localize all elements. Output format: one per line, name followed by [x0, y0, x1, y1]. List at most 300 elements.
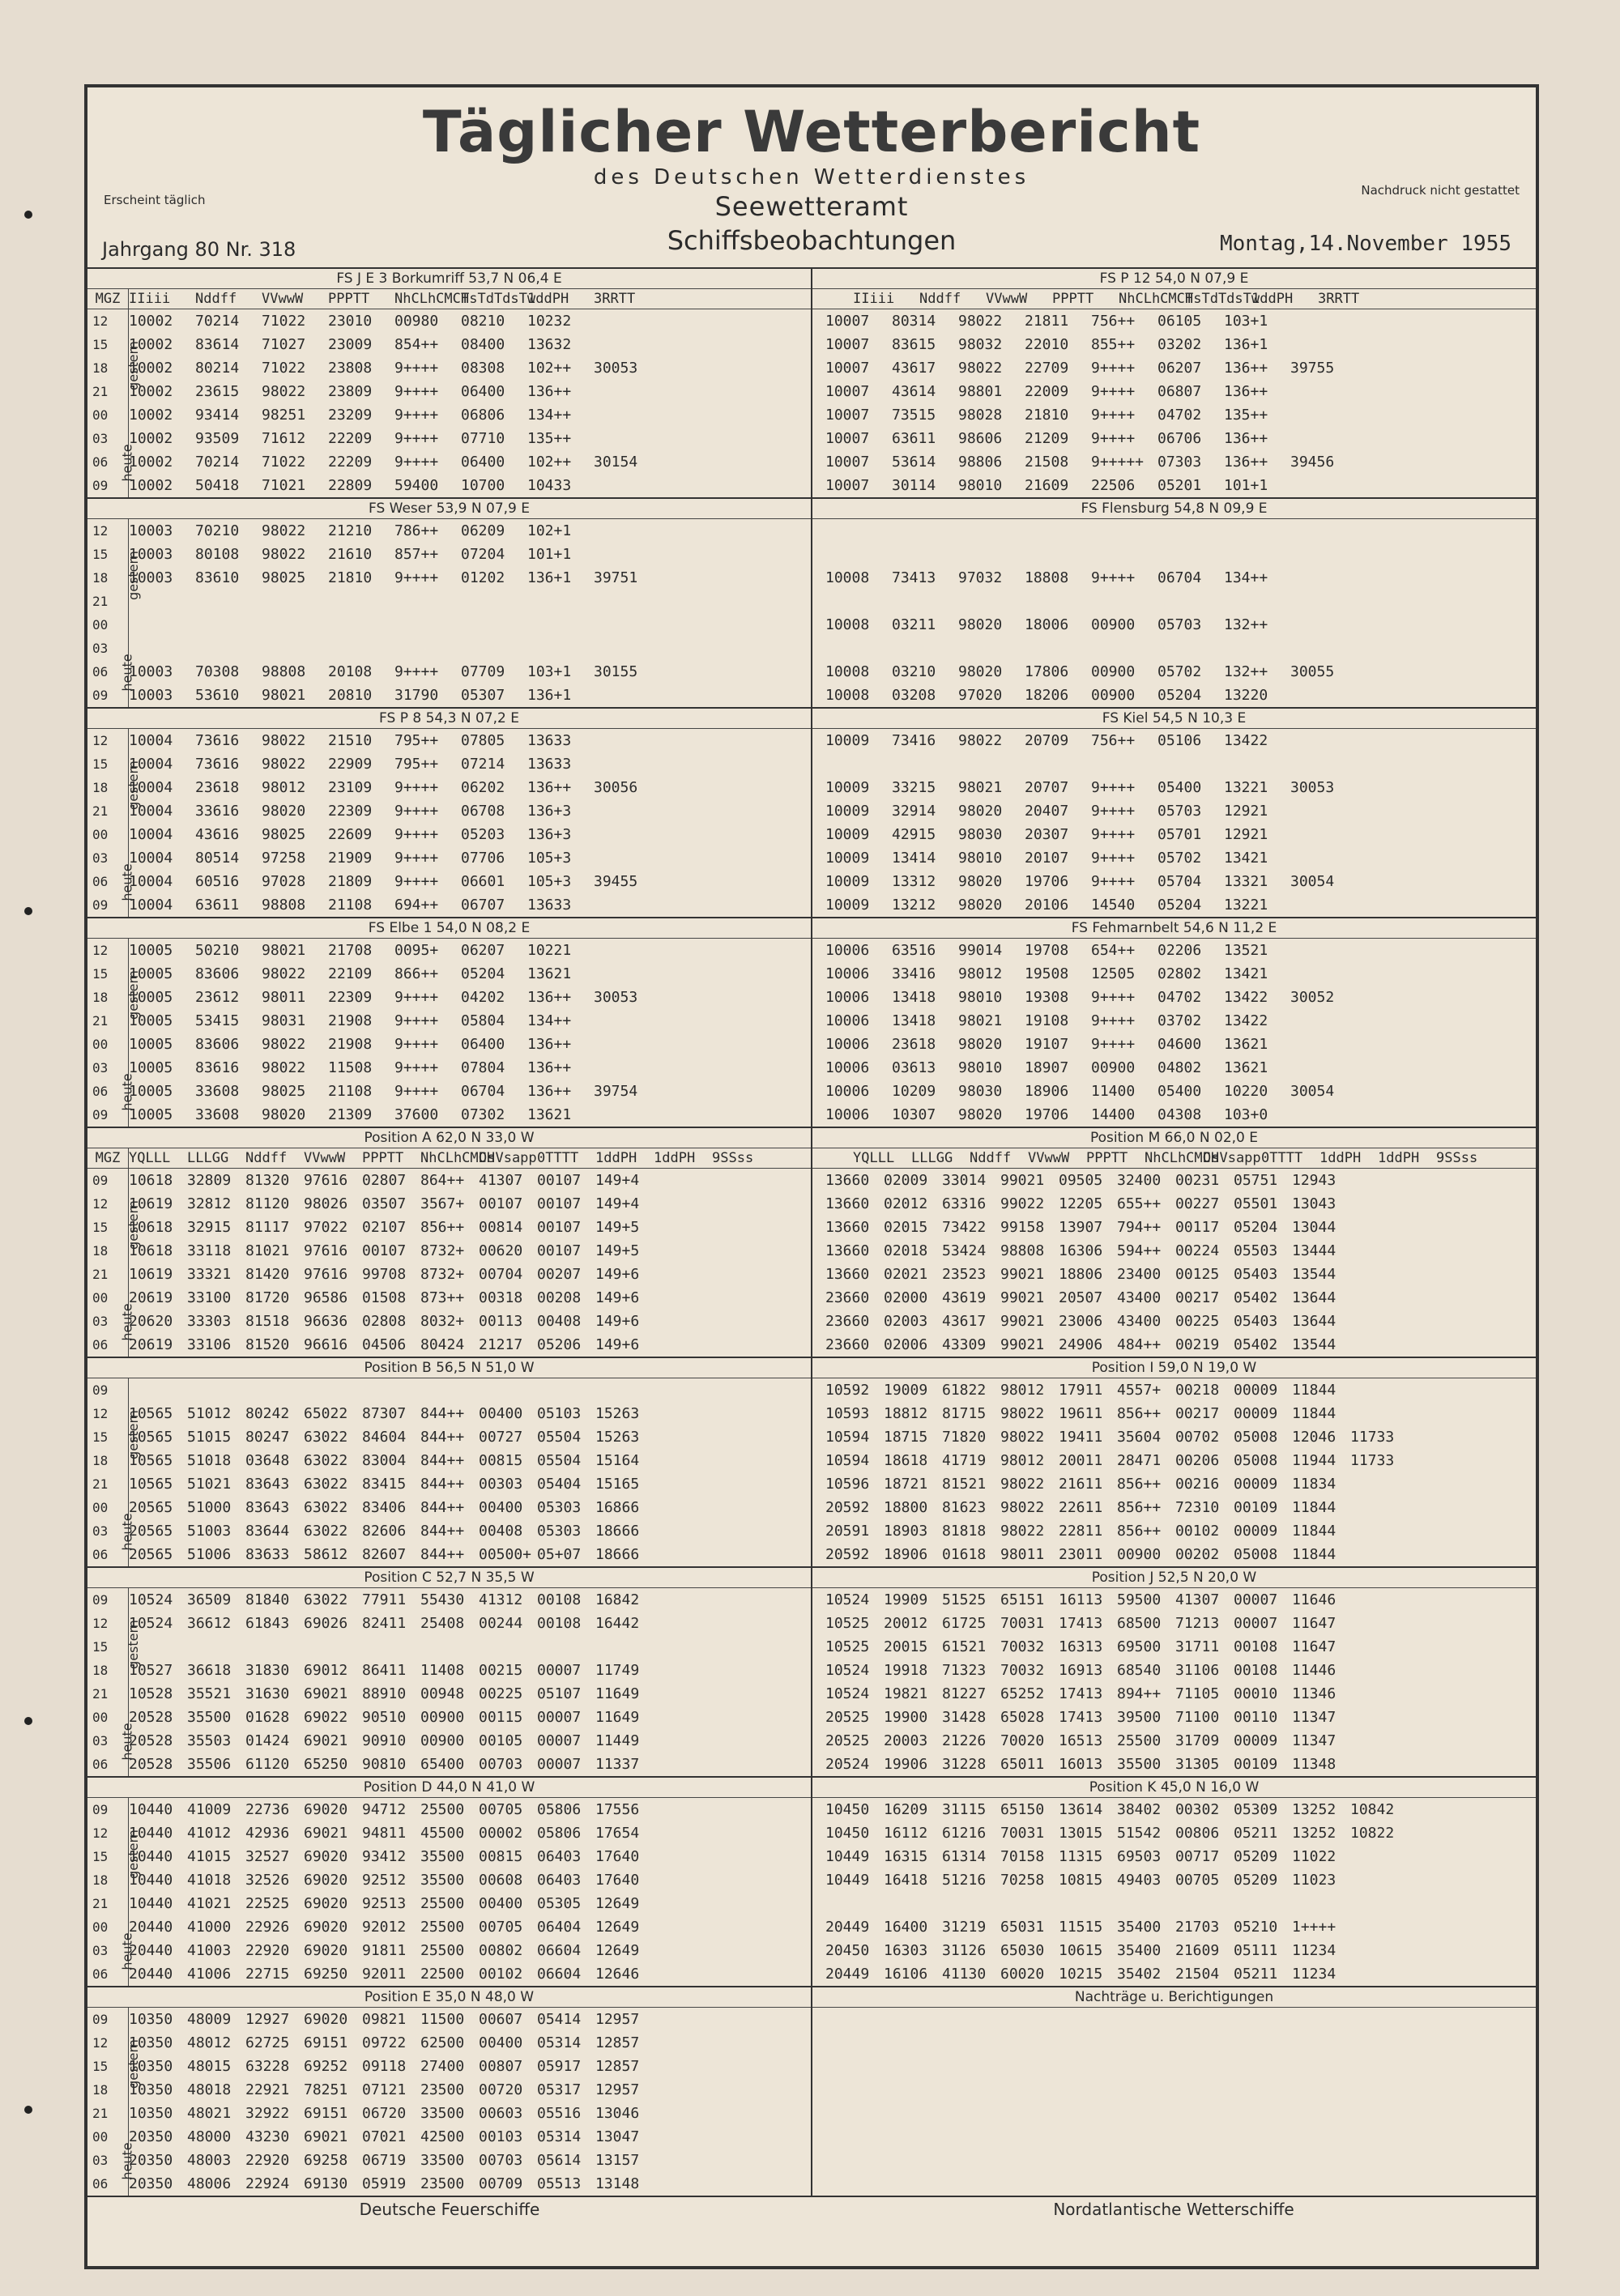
table-cell: 83633	[245, 1546, 290, 1563]
table-cell	[594, 613, 660, 637]
table-cell	[654, 1892, 712, 1915]
table-cell: 04308	[1157, 1106, 1202, 1123]
table-cell: 05402	[1234, 1289, 1278, 1306]
table-cell: 12649	[595, 1919, 640, 1936]
table-cell: 23612	[195, 989, 240, 1006]
table-cell: 30055	[1290, 663, 1335, 680]
table-cell: 00400	[479, 1499, 523, 1516]
table-cell: 00620	[479, 1242, 523, 1259]
table-cell	[594, 823, 660, 846]
table-cell: 20619	[129, 1336, 173, 1353]
hour-column	[87, 1378, 115, 1566]
table-cell: 06707	[461, 897, 505, 914]
table-cell: 13421	[1224, 965, 1268, 982]
table-cell: 855++	[1091, 336, 1136, 353]
table-cell: 93412	[362, 1848, 407, 1865]
table-cell: 11844	[1292, 1382, 1336, 1399]
table-cell: 856++	[1117, 1523, 1162, 1540]
table-cell: 11749	[595, 1662, 640, 1679]
table-cell: 103+1	[1224, 313, 1268, 330]
table-cell	[654, 1939, 712, 1962]
observation-tables	[87, 267, 1536, 2221]
table-cell: 21809	[328, 873, 373, 890]
table-cell: 12505	[1091, 965, 1136, 982]
table-cell: 10815	[1059, 1872, 1103, 1889]
section-half-left	[87, 269, 812, 497]
table-cell	[1025, 543, 1091, 566]
table-cell: 9++++	[394, 407, 439, 424]
section-half-right	[812, 1358, 1536, 1566]
table-cell: 00703	[479, 1756, 523, 1773]
table-row	[812, 590, 1536, 613]
table-cell: 97616	[304, 1172, 348, 1189]
table-cell: 10006	[825, 1036, 870, 1053]
table-cell: 05504	[537, 1429, 582, 1446]
weather-ship-section	[87, 1986, 1536, 2196]
table-cell: 00107	[479, 1195, 523, 1212]
station-header: FS Fehmarnbelt 54,6 N 11,2 E	[812, 918, 1536, 939]
table-cell: 07214	[461, 756, 505, 773]
table-cell: 00010	[1234, 1685, 1278, 1702]
table-cell	[1175, 1892, 1234, 1915]
table-cell: 01202	[461, 569, 505, 586]
table-row	[812, 939, 1536, 962]
table-cell: 4557+	[1117, 1382, 1162, 1399]
table-cell: 149+6	[595, 1266, 640, 1283]
table-cell: 69020	[304, 2011, 348, 2028]
table-row	[129, 1056, 811, 1080]
table-cell: 80214	[195, 360, 240, 377]
section-half-right	[812, 1778, 1536, 1986]
table-cell: 21708	[328, 942, 373, 959]
table-cell: 98022	[958, 313, 1003, 330]
table-cell	[654, 2102, 712, 2125]
table-cell	[479, 1635, 537, 1659]
hour-cell: 12	[92, 1196, 109, 1212]
table-row	[129, 660, 811, 684]
table-cell: 43619	[942, 1289, 987, 1306]
table-cell	[958, 519, 1025, 543]
table-cell: 98022	[262, 546, 306, 563]
table-cell: 10209	[892, 1083, 936, 1100]
table-cell: 9++++	[394, 454, 439, 471]
table-cell: 10700	[461, 477, 505, 494]
hour-cell: 15	[92, 2059, 109, 2074]
table-cell	[1290, 799, 1357, 823]
table-cell	[420, 1378, 479, 1402]
table-cell: 02012	[884, 1195, 928, 1212]
table-cell: 94811	[362, 1825, 407, 1842]
table-cell	[1290, 823, 1357, 846]
table-cell: 20350	[129, 2152, 173, 2169]
table-cell: 05209	[1234, 1848, 1278, 1865]
issue-number: Jahrgang 80 Nr. 318	[102, 238, 296, 261]
table-cell: 19708	[1025, 942, 1069, 959]
table-cell: 10004	[129, 732, 173, 749]
table-cell: 05211	[1234, 1825, 1278, 1842]
table-cell: 05204	[461, 965, 505, 982]
column-header-cell: Nddff	[970, 1150, 1012, 1166]
hour-cell: 21	[92, 803, 109, 819]
table-cell: 9+++++	[1091, 454, 1145, 471]
table-cell: 05303	[537, 1523, 582, 1540]
table-cell	[654, 1962, 712, 1986]
hour-cell: 18	[92, 1872, 109, 1888]
table-cell: 13321	[1224, 873, 1268, 890]
table-cell: 84604	[362, 1429, 407, 1446]
table-cell: 795++	[394, 756, 439, 773]
table-cell: 63022	[304, 1429, 348, 1446]
table-cell: 80424	[420, 1336, 465, 1353]
table-cell: 9++++	[1091, 360, 1136, 377]
table-row	[129, 962, 811, 986]
table-cell: 13422	[1224, 732, 1268, 749]
table-cell: 10565	[129, 1452, 173, 1469]
table-cell: 43309	[942, 1336, 987, 1353]
table-cell: 05206	[537, 1336, 582, 1353]
table-cell: 00108	[537, 1615, 582, 1632]
table-cell: 10619	[129, 1266, 173, 1283]
column-header-cell: Nddff	[195, 291, 237, 307]
table-cell: 00807	[479, 2058, 523, 2075]
table-cell: 24906	[1059, 1336, 1103, 1353]
table-cell: 03507	[362, 1195, 407, 1212]
table-cell: 69020	[304, 1848, 348, 1865]
table-row	[812, 1192, 1536, 1216]
table-cell: 35521	[187, 1685, 232, 1702]
table-cell: 13444	[1292, 1242, 1336, 1259]
table-cell: 9++++	[1091, 826, 1136, 843]
hour-cell: 09	[92, 1592, 109, 1608]
table-cell: 05806	[537, 1825, 582, 1842]
table-cell	[654, 1192, 712, 1216]
hour-cell: 09	[92, 1173, 109, 1188]
table-cell: 45500	[420, 1825, 465, 1842]
table-cell: 83606	[195, 1036, 240, 1053]
table-cell: 80314	[892, 313, 936, 330]
table-row	[129, 1192, 811, 1216]
table-cell: 73616	[195, 756, 240, 773]
station-header: FS J E 3 Borkumriff 53,7 N 06,4 E	[87, 269, 811, 289]
table-row	[812, 1659, 1536, 1682]
table-cell: 50418	[195, 477, 240, 494]
table-cell: 69151	[304, 2105, 348, 2122]
table-cell: 20507	[1059, 1289, 1103, 1306]
table-cell: 854++	[394, 336, 439, 353]
table-cell: 15165	[595, 1476, 640, 1493]
table-cell	[654, 1263, 712, 1286]
table-cell: 13421	[1224, 850, 1268, 867]
table-cell: 20528	[129, 1709, 173, 1726]
table-cell	[654, 2031, 712, 2055]
table-cell	[1350, 1519, 1409, 1543]
station-header: FS P 12 54,0 N 07,9 E	[812, 269, 1536, 289]
table-cell: 92011	[362, 1966, 407, 1983]
table-cell: 98020	[958, 616, 1003, 633]
table-row	[129, 474, 811, 497]
table-cell: 844++	[420, 1499, 465, 1516]
table-cell: 70032	[1000, 1662, 1045, 1679]
table-cell: 20440	[129, 1919, 173, 1936]
table-cell: 149+5	[595, 1219, 640, 1236]
table-cell: 98022	[1000, 1476, 1045, 1493]
table-cell: 10524	[129, 1615, 173, 1632]
table-row	[812, 1009, 1536, 1033]
hour-cell: 03	[92, 1060, 109, 1076]
weather-ship-section	[87, 1776, 1536, 1986]
table-cell: 48012	[187, 2034, 232, 2051]
hour-cell: 09	[92, 2012, 109, 2027]
table-cell: 11647	[1292, 1638, 1336, 1655]
hour-cell: 00	[92, 1500, 109, 1515]
table-cell: 33500	[420, 2105, 465, 2122]
table-cell	[328, 613, 394, 637]
table-cell: 16306	[1059, 1242, 1103, 1259]
table-cell: 00009	[1234, 1382, 1278, 1399]
table-cell: 10002	[129, 477, 173, 494]
table-cell: 35506	[187, 1756, 232, 1773]
section-half-right	[812, 1128, 1536, 1357]
table-cell: 65031	[1000, 1919, 1045, 1936]
table-cell: 10003	[129, 569, 173, 586]
hour-cell: 21	[92, 1896, 109, 1911]
table-cell: 10449	[825, 1848, 870, 1865]
table-cell: 16303	[884, 1942, 928, 1959]
table-cell: 13418	[892, 989, 936, 1006]
table-cell: 02015	[884, 1219, 928, 1236]
table-cell: 04202	[461, 989, 505, 1006]
table-row	[129, 519, 811, 543]
table-cell: 10449	[825, 1872, 870, 1889]
table-cell: 00009	[1234, 1523, 1278, 1540]
table-cell: 00009	[1234, 1732, 1278, 1749]
table-cell: 23660	[825, 1289, 870, 1306]
day-label-heute: heute	[119, 1513, 135, 1551]
table-row	[129, 1519, 811, 1543]
table-cell: 39500	[1117, 1709, 1162, 1726]
hour-cell: 09	[92, 1802, 109, 1817]
table-cell: 98022	[958, 360, 1003, 377]
table-cell: 03702	[1157, 1012, 1202, 1029]
table-cell	[1224, 590, 1290, 613]
table-cell: 10004	[129, 897, 173, 914]
table-cell: 23006	[1059, 1313, 1103, 1330]
table-cell: 59400	[394, 477, 439, 494]
table-row	[129, 1080, 811, 1103]
table-cell: 101+1	[527, 546, 572, 563]
lightship-section	[87, 917, 1536, 1127]
table-cell: 11347	[1292, 1709, 1336, 1726]
table-cell: 98025	[262, 826, 306, 843]
table-cell: 18907	[1025, 1059, 1069, 1076]
table-cell: 06720	[362, 2105, 407, 2122]
table-cell	[654, 2008, 712, 2031]
table-cell: 02018	[884, 1242, 928, 1259]
table-cell: 00207	[537, 1266, 582, 1283]
table-cell: 00900	[1117, 1546, 1162, 1563]
column-header-cell: 1ddPH	[527, 291, 569, 307]
table-cell: 30114	[892, 477, 936, 494]
table-cell	[654, 2149, 712, 2172]
table-cell	[1290, 846, 1357, 870]
station-header: Position C 52,7 N 35,5 W	[87, 1568, 811, 1588]
table-cell: 35604	[1117, 1429, 1162, 1446]
table-row	[129, 1868, 811, 1892]
column-header-cell: Nddff	[919, 291, 961, 307]
table-cell: 00009	[1234, 1405, 1278, 1422]
table-cell: 98022	[262, 1059, 306, 1076]
table-cell: 98010	[958, 1059, 1003, 1076]
table-row	[129, 823, 811, 846]
table-row	[812, 1588, 1536, 1612]
table-cell: 10009	[825, 803, 870, 820]
table-cell: 19611	[1059, 1405, 1103, 1422]
table-cell	[1350, 1729, 1409, 1753]
table-cell: 98012	[262, 779, 306, 796]
table-cell: 25500	[1117, 1732, 1162, 1749]
table-cell: 18906	[1025, 1083, 1069, 1100]
table-cell: 70258	[1000, 1872, 1045, 1889]
table-cell: 31428	[942, 1709, 987, 1726]
table-cell: 8732+	[420, 1266, 465, 1283]
hour-cell: 03	[92, 1943, 109, 1958]
column-header-cell: 1ddPH	[1378, 1150, 1420, 1166]
table-cell	[594, 893, 660, 917]
table-cell: 82607	[362, 1546, 407, 1563]
table-cell: 88910	[362, 1685, 407, 1702]
table-cell: 844++	[420, 1476, 465, 1493]
table-cell: 10006	[825, 965, 870, 982]
table-cell: 98022	[262, 522, 306, 539]
table-cell: 98030	[958, 1083, 1003, 1100]
table-cell: 10005	[129, 942, 173, 959]
column-header-cell: 1ddPH	[1251, 291, 1294, 307]
table-cell: 00815	[479, 1452, 523, 1469]
table-cell: 00217	[1175, 1289, 1220, 1306]
table-cell: 894++	[1117, 1685, 1162, 1702]
table-cell: 11647	[1292, 1615, 1336, 1632]
table-cell	[892, 519, 958, 543]
table-cell: 06708	[461, 803, 505, 820]
table-cell: 135++	[527, 430, 572, 447]
table-cell: 11834	[1292, 1476, 1336, 1493]
hour-cell: 12	[92, 1406, 109, 1421]
table-cell: 12646	[595, 1966, 640, 1983]
table-cell: 39755	[1290, 360, 1335, 377]
table-cell: 70214	[195, 454, 240, 471]
table-row	[129, 380, 811, 403]
table-cell: 31630	[245, 1685, 290, 1702]
table-cell: 68540	[1117, 1662, 1162, 1679]
table-cell: 23109	[328, 779, 373, 796]
table-cell: 20407	[1025, 803, 1069, 820]
table-cell: 69020	[304, 1895, 348, 1912]
table-cell: 21217	[479, 1336, 523, 1353]
table-cell: 12927	[245, 2011, 290, 2028]
table-cell	[1224, 752, 1290, 776]
table-cell: 41018	[187, 1872, 232, 1889]
table-cell: 00107	[537, 1242, 582, 1259]
table-cell: 05+07	[537, 1546, 582, 1563]
table-cell: 17413	[1059, 1615, 1103, 1632]
hour-cell: 00	[92, 1710, 109, 1725]
table-cell: 16013	[1059, 1756, 1103, 1773]
table-cell: 31126	[942, 1942, 987, 1959]
table-cell: 69500	[1117, 1638, 1162, 1655]
table-cell: 149+6	[595, 1336, 640, 1353]
day-column	[115, 309, 141, 497]
section-half-left	[87, 499, 812, 707]
table-row	[129, 729, 811, 752]
table-row	[812, 1915, 1536, 1939]
section-half-left	[87, 1568, 812, 1776]
table-cell: 25500	[420, 1942, 465, 1959]
table-cell: 61120	[245, 1756, 290, 1773]
table-cell	[1290, 1103, 1357, 1127]
hour-cell: 09	[92, 1382, 109, 1398]
table-cell: 60020	[1000, 1966, 1045, 1983]
column-header-cell: 9SSss	[1436, 1150, 1478, 1166]
table-cell: 09118	[362, 2058, 407, 2075]
table-cell: 48006	[187, 2175, 232, 2192]
table-cell: 06202	[461, 779, 505, 796]
hour-cell: 21	[92, 1686, 109, 1702]
table-cell: 20592	[825, 1499, 870, 1516]
table-cell: 33500	[420, 2152, 465, 2169]
table-row	[129, 1103, 811, 1127]
table-cell: 17413	[1059, 1685, 1103, 1702]
day-label-gestern: gestern	[125, 1830, 141, 1879]
table-cell	[1350, 1588, 1409, 1612]
table-cell: 36509	[187, 1591, 232, 1608]
table-cell: 71213	[1175, 1615, 1220, 1632]
table-cell: 31305	[1175, 1756, 1220, 1773]
table-cell: 17413	[1059, 1709, 1103, 1726]
table-cell: 39456	[1290, 454, 1335, 471]
table-cell: 97032	[958, 569, 1003, 586]
table-cell: 10433	[527, 477, 572, 494]
table-cell: 23500	[420, 2175, 465, 2192]
table-cell: 51021	[187, 1476, 232, 1493]
table-cell: 13046	[595, 2105, 640, 2122]
table-cell: 05917	[537, 2058, 582, 2075]
table-cell: 05404	[537, 1476, 582, 1493]
table-cell	[527, 637, 594, 660]
table-cell: 33321	[187, 1266, 232, 1283]
table-cell: 97020	[958, 687, 1003, 704]
table-cell	[1290, 543, 1357, 566]
table-cell: 98012	[1000, 1382, 1045, 1399]
table-cell: 00702	[1175, 1429, 1220, 1446]
table-cell: 71022	[262, 454, 306, 471]
table-row	[812, 1080, 1536, 1103]
table-cell: 10524	[825, 1685, 870, 1702]
day-column	[115, 1588, 141, 1776]
table-cell: 55430	[420, 1591, 465, 1608]
lightship-section	[87, 267, 1536, 497]
table-cell: 10009	[825, 897, 870, 914]
table-cell: 00102	[1175, 1523, 1220, 1540]
table-cell: 32527	[245, 1848, 290, 1865]
table-cell: 00107	[537, 1219, 582, 1236]
table-cell: 02107	[362, 1219, 407, 1236]
table-cell	[654, 1612, 712, 1635]
day-column	[115, 939, 141, 1127]
table-cell: 22525	[245, 1895, 290, 1912]
table-cell: 05403	[1234, 1313, 1278, 1330]
table-row	[812, 1962, 1536, 1986]
table-cell: 00900	[420, 1709, 465, 1726]
